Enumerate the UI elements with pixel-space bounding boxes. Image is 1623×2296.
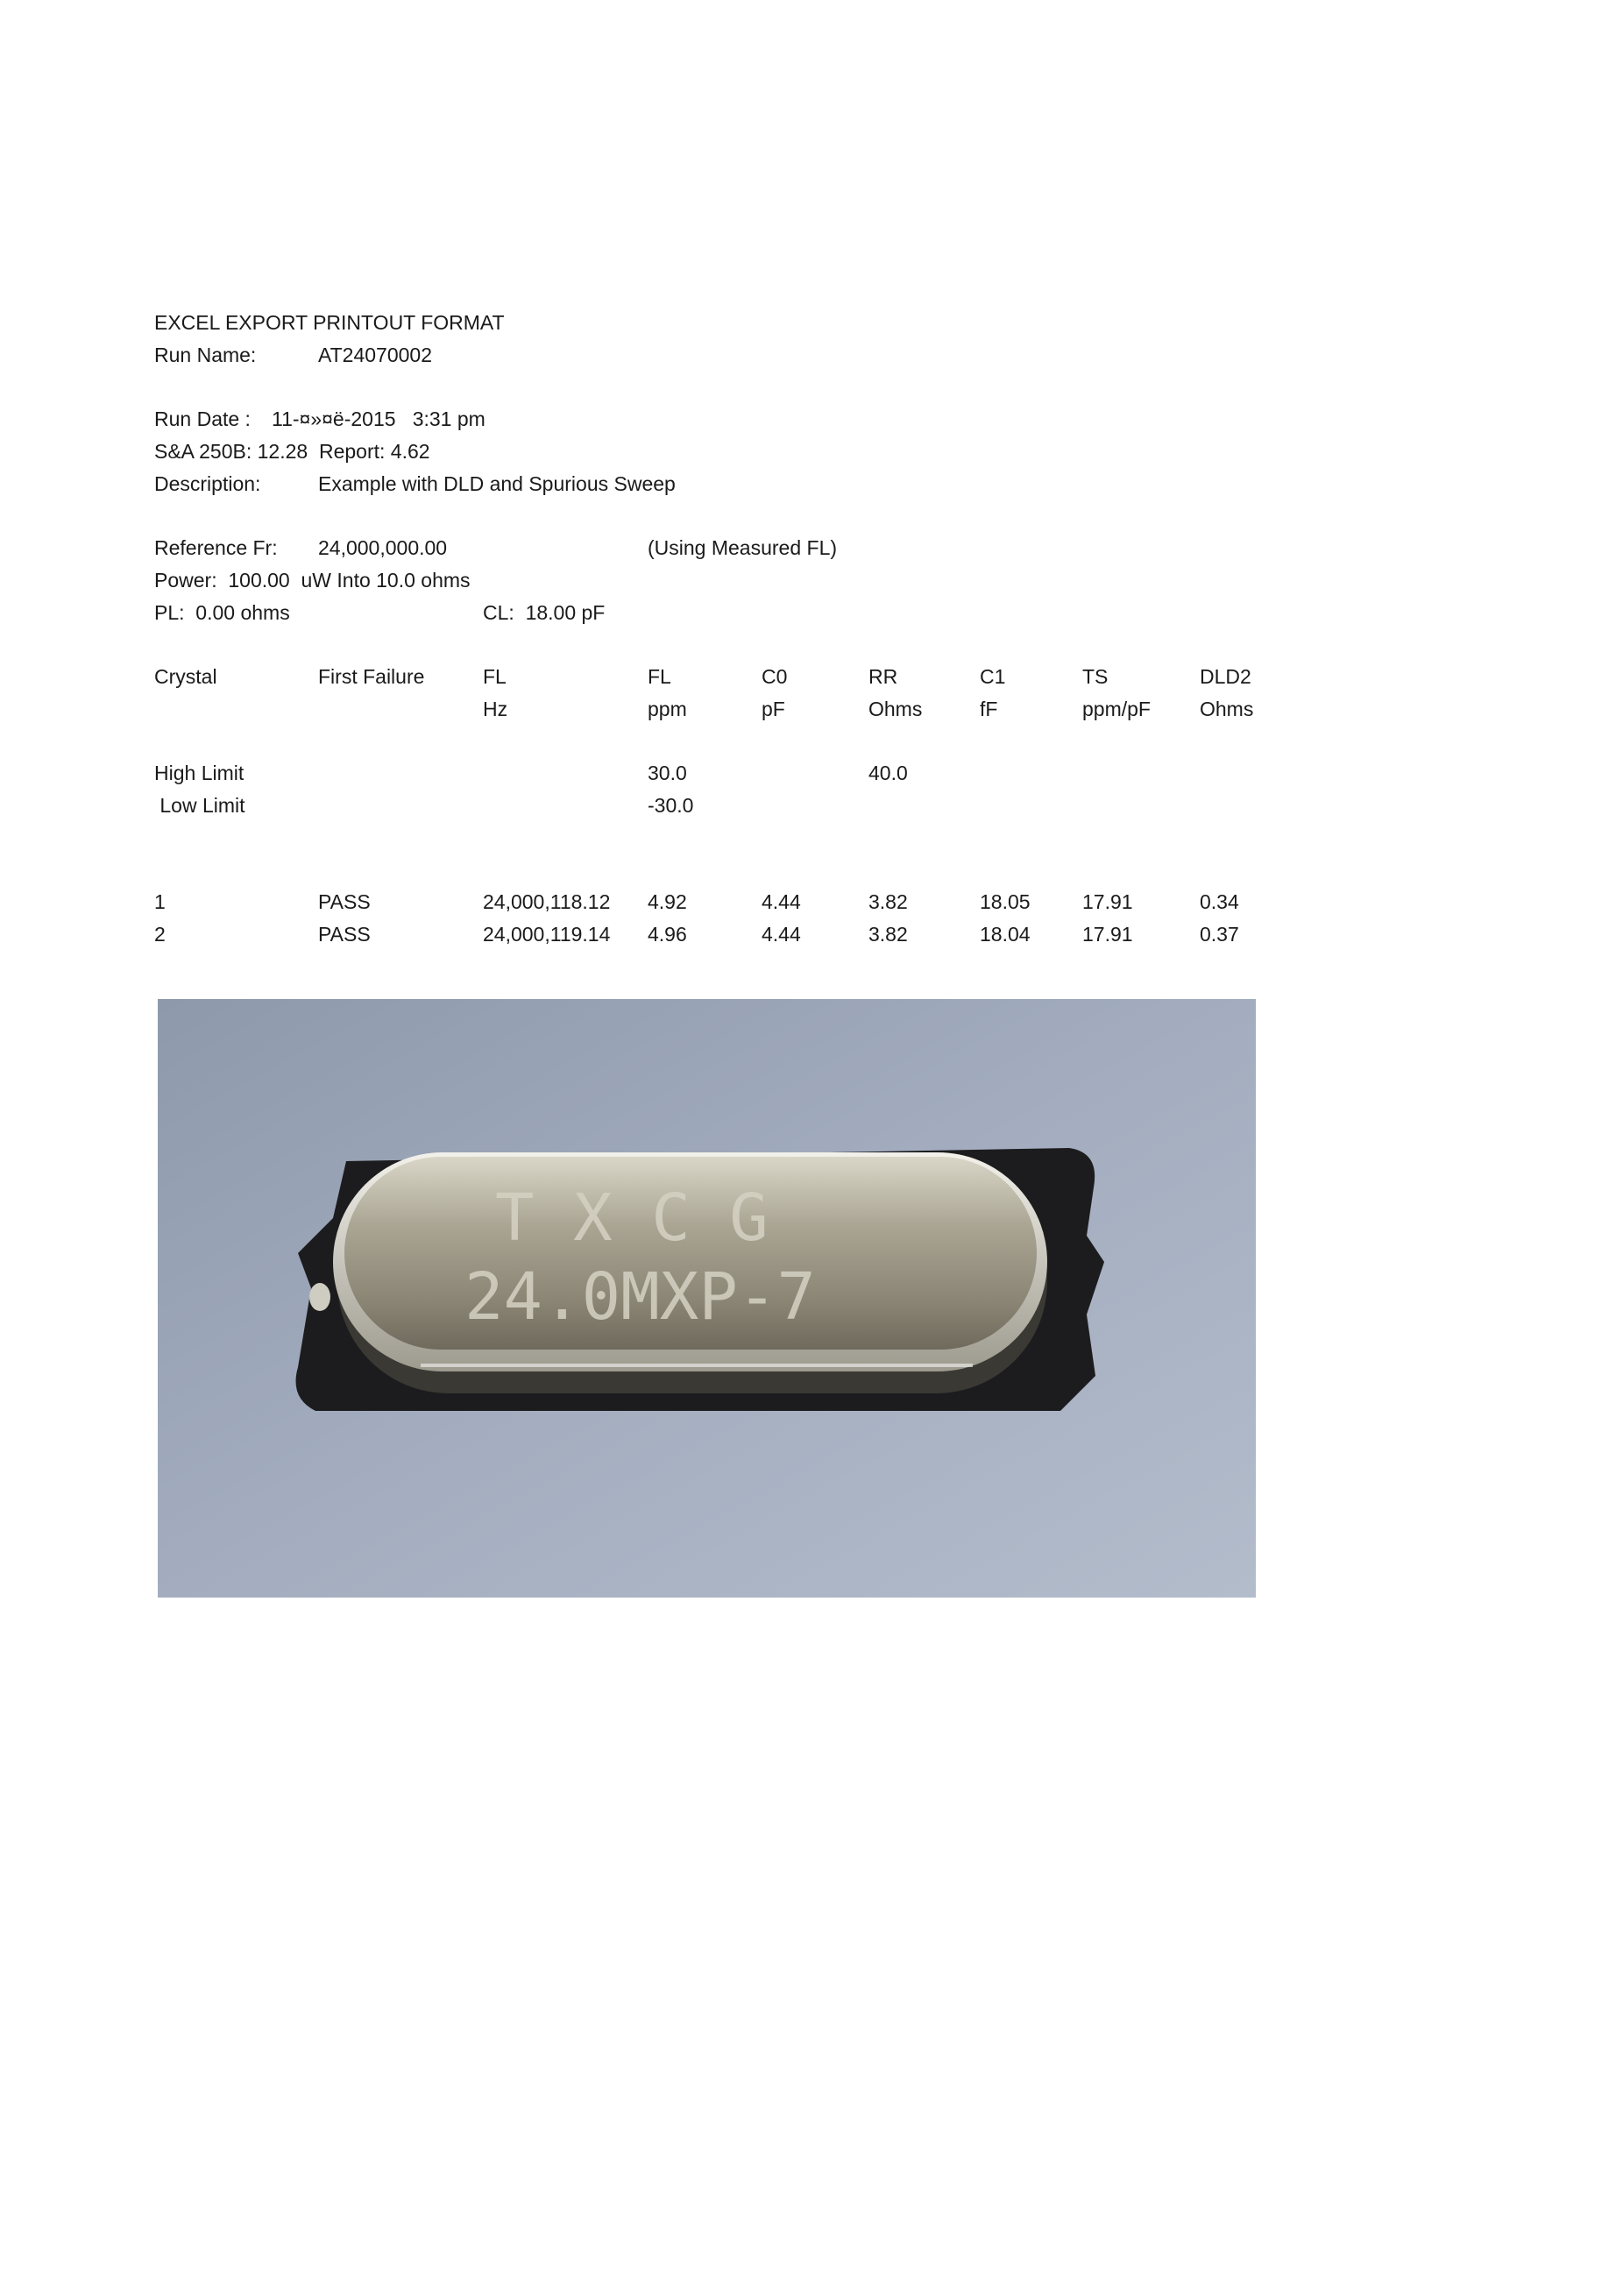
cell-fl-ppm: 4.92 xyxy=(648,890,687,913)
high-limit-fl-ppm: 30.0 xyxy=(648,762,687,784)
cell-dld2: 0.37 xyxy=(1200,923,1239,946)
run-date-label: Run Date : xyxy=(154,407,251,430)
col-header-dld2: DLD2 xyxy=(1200,665,1251,688)
pl-line: PL: 0.00 ohms xyxy=(154,601,290,624)
col-unit-ppm: ppm xyxy=(648,698,687,720)
low-limit-fl-ppm: -30.0 xyxy=(648,794,694,817)
reference-fr-value: 24,000,000.00 xyxy=(318,536,448,559)
cl-line: CL: 18.00 pF xyxy=(483,601,606,624)
cell-first-failure: PASS xyxy=(318,923,371,946)
low-limit-label: Low Limit xyxy=(154,794,245,817)
cell-first-failure: PASS xyxy=(318,890,371,913)
power-line: Power: 100.00 uW Into 10.0 ohms xyxy=(154,569,471,592)
high-limit-label: High Limit xyxy=(154,762,245,784)
versions-line: S&A 250B: 12.28 Report: 4.62 xyxy=(154,440,430,463)
reference-note: (Using Measured FL) xyxy=(648,536,838,559)
col-header-first-failure: First Failure xyxy=(318,665,425,688)
run-date-value: 11-¤»¤ë-2015 3:31 pm xyxy=(272,407,485,430)
description-value: Example with DLD and Spurious Sweep xyxy=(318,472,676,495)
cell-c0: 4.44 xyxy=(762,923,801,946)
cell-crystal: 2 xyxy=(154,923,166,946)
cell-dld2: 0.34 xyxy=(1200,890,1239,913)
col-header-rr: RR xyxy=(868,665,898,688)
cell-rr: 3.82 xyxy=(868,923,908,946)
cell-rr: 3.82 xyxy=(868,890,908,913)
cell-ts: 17.91 xyxy=(1082,923,1133,946)
marking-line-1: T X C G xyxy=(495,1180,769,1256)
col-header-fl-ppm: FL xyxy=(648,665,671,688)
run-name-value: AT24070002 xyxy=(318,344,433,366)
col-header-c1: C1 xyxy=(980,665,1006,688)
description-label: Description: xyxy=(154,472,261,495)
cell-c1: 18.05 xyxy=(980,890,1031,913)
col-header-ts: TS xyxy=(1082,665,1109,688)
cell-ts: 17.91 xyxy=(1082,890,1133,913)
col-unit-dld2-ohms: Ohms xyxy=(1200,698,1254,720)
run-name-label: Run Name: xyxy=(154,344,257,366)
marking-line-2: 24.0MXP-7 xyxy=(464,1259,816,1335)
cell-crystal: 1 xyxy=(154,890,166,913)
col-unit-ohms: Ohms xyxy=(868,698,923,720)
reference-fr-label: Reference Fr: xyxy=(154,536,278,559)
cell-fl-hz: 24,000,118.12 xyxy=(483,890,611,913)
col-unit-ff: fF xyxy=(980,698,998,720)
col-unit-pf: pF xyxy=(762,698,785,720)
col-unit-hz: Hz xyxy=(483,698,508,720)
cell-fl-hz: 24,000,119.14 xyxy=(483,923,611,946)
high-limit-rr: 40.0 xyxy=(868,762,908,784)
crystal-photo xyxy=(158,999,1256,1598)
cell-fl-ppm: 4.96 xyxy=(648,923,687,946)
report-title: EXCEL EXPORT PRINTOUT FORMAT xyxy=(154,311,505,334)
cell-c1: 18.04 xyxy=(980,923,1031,946)
col-header-fl-hz: FL xyxy=(483,665,507,688)
col-unit-ppm-per-pf: ppm/pF xyxy=(1082,698,1151,720)
col-header-c0: C0 xyxy=(762,665,788,688)
cell-c0: 4.44 xyxy=(762,890,801,913)
col-header-crystal: Crystal xyxy=(154,665,217,688)
